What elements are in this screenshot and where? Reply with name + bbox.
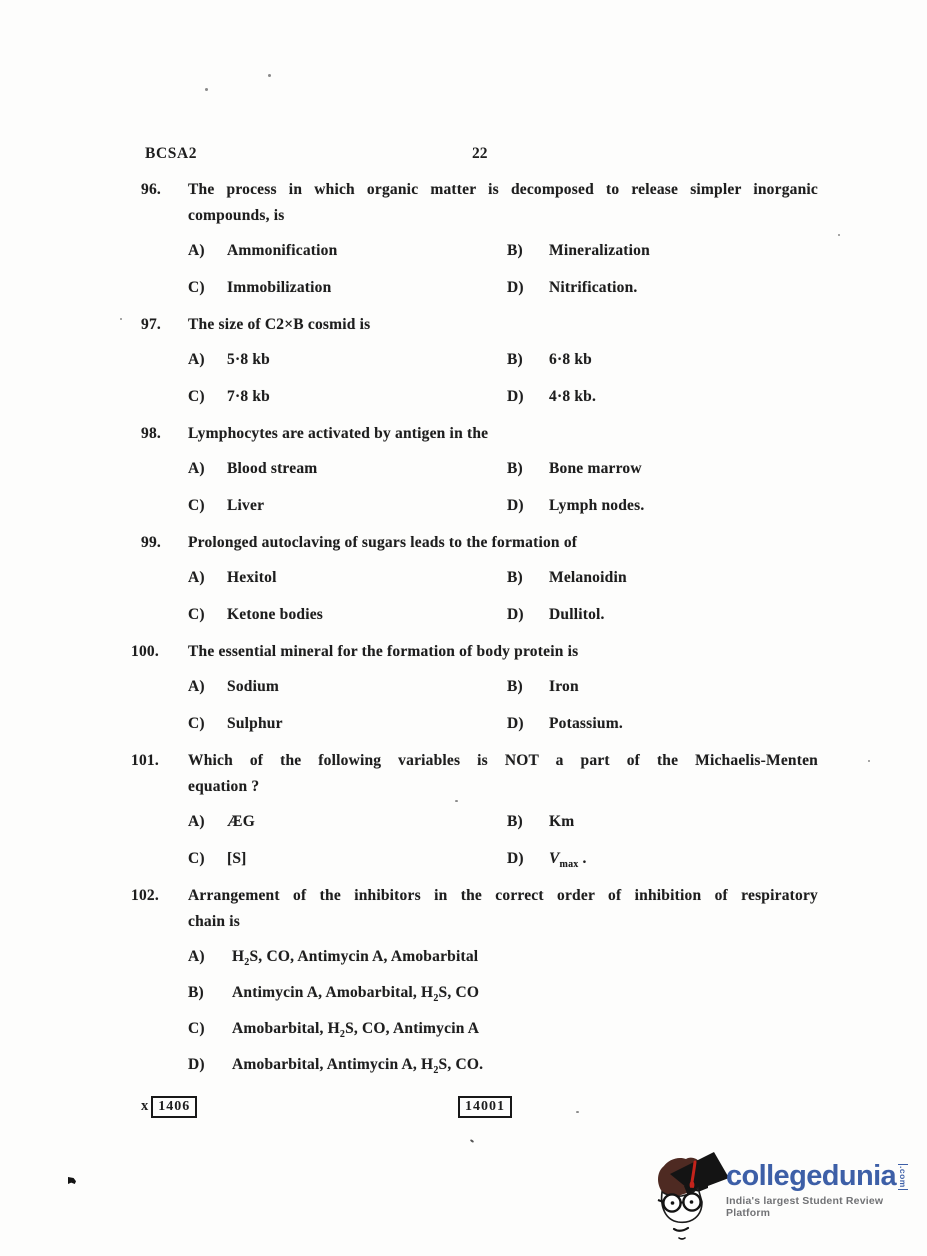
- question-text: [188, 530, 818, 556]
- option-label: C): [188, 850, 205, 867]
- question: [131, 177, 818, 312]
- footer-center-code-box: 14001: [458, 1096, 512, 1118]
- question-text: [188, 312, 818, 338]
- question-number: 102.: [131, 887, 159, 904]
- question: [131, 312, 818, 421]
- option-text: Dullitol.: [549, 606, 605, 623]
- option-label: C): [188, 497, 205, 514]
- page-header: [131, 141, 818, 167]
- option-text: $H_2S$, CO, Antimycin A, Amobarbital: [232, 948, 479, 969]
- question-text-line: The process in which organic matter is decomposed to release simpler inorganic: [188, 181, 818, 198]
- question: [131, 530, 818, 639]
- option-row: [188, 1052, 818, 1088]
- option-text: $V_{max}$ .: [549, 850, 587, 871]
- question-number: 99.: [141, 534, 161, 551]
- question-text: [188, 177, 818, 229]
- option-label: B): [507, 242, 523, 259]
- option-text: Ketone bodies: [227, 606, 324, 623]
- option-row: [188, 456, 818, 493]
- option-text: ÆG: [227, 813, 255, 830]
- question-number: 101.: [131, 752, 159, 769]
- page-footer: [131, 1096, 818, 1120]
- option-row: [188, 711, 818, 748]
- option-label: A): [188, 351, 205, 368]
- option-label: A): [188, 948, 205, 965]
- question-options: [188, 238, 818, 312]
- question-number: 98.: [141, 425, 161, 442]
- option-row: [188, 493, 818, 530]
- question-text: [188, 883, 818, 935]
- option-label: A): [188, 678, 205, 695]
- option-row: [188, 944, 818, 980]
- question-number: 100.: [131, 643, 159, 660]
- collegedunia-brand-suffix: .com: [898, 1166, 909, 1188]
- question-options: [188, 347, 818, 421]
- option-label: A): [188, 460, 205, 477]
- option-label: D): [507, 715, 524, 732]
- scan-speck: [455, 800, 458, 802]
- option-label: B): [507, 678, 523, 695]
- option-text: Sulphur: [227, 715, 283, 732]
- question-options: [188, 565, 818, 639]
- collegedunia-tagline: India's largest Student Review Platform: [726, 1195, 884, 1219]
- option-label: D): [507, 279, 524, 296]
- question-text-line: compounds, is: [188, 207, 285, 224]
- option-text: Hexitol: [227, 569, 277, 586]
- collegedunia-brand-text: collegedunia: [726, 1160, 897, 1192]
- question-options: [188, 809, 818, 883]
- option-label: D): [507, 606, 524, 623]
- option-row: [188, 347, 818, 384]
- option-label: B): [507, 460, 523, 477]
- question-text: [188, 639, 818, 665]
- option-label: D): [507, 850, 524, 867]
- option-label: C): [188, 388, 205, 405]
- option-text: Bone marrow: [549, 460, 642, 477]
- option-label: D): [507, 497, 524, 514]
- page-number: 22: [472, 145, 488, 162]
- option-text: 6·8 kb: [549, 351, 592, 368]
- option-label: A): [188, 569, 205, 586]
- scan-speck: [470, 1139, 474, 1143]
- scan-speck: [268, 74, 271, 77]
- question-options: [188, 674, 818, 748]
- option-label: D): [507, 388, 524, 405]
- option-text: Liver: [227, 497, 265, 514]
- question-text-line: The size of C2×B cosmid is: [188, 316, 371, 333]
- option-text: Ammonification: [227, 242, 338, 259]
- option-text: Amobarbital, $H_2S$, CO, Antimycin A: [232, 1020, 480, 1041]
- option-text: Iron: [549, 678, 579, 695]
- footer-x-mark: x: [141, 1098, 149, 1115]
- option-label: D): [188, 1056, 205, 1073]
- question: [131, 639, 818, 748]
- option-text: 7·8 kb: [227, 388, 270, 405]
- option-row: [188, 565, 818, 602]
- question-options: [188, 944, 818, 1088]
- option-row: [188, 846, 818, 883]
- option-text: 5·8 kb: [227, 351, 270, 368]
- option-label: C): [188, 279, 205, 296]
- question-list: [131, 177, 818, 1088]
- scan-speck: [868, 760, 870, 762]
- question: [131, 421, 818, 530]
- option-label: C): [188, 606, 205, 623]
- option-row: [188, 384, 818, 421]
- question-number: 97.: [141, 316, 161, 333]
- question-number: 96.: [141, 181, 161, 198]
- option-row: [188, 980, 818, 1016]
- ink-blot: [68, 1177, 76, 1184]
- question-text: [188, 421, 818, 447]
- option-text: Melanoidin: [549, 569, 627, 586]
- scan-speck: [838, 234, 840, 236]
- option-label: A): [188, 242, 205, 259]
- scan-speck: [120, 318, 122, 320]
- option-label: C): [188, 1020, 205, 1037]
- question-text-line: Arrangement of the inhibitors in the correct order of inhibition of respiratory: [188, 887, 818, 904]
- question-text-line: The essential mineral for the formation of body protein is: [188, 643, 579, 660]
- question: [131, 748, 818, 883]
- scan-speck: [205, 88, 208, 91]
- option-label: C): [188, 715, 205, 732]
- option-row: [188, 238, 818, 275]
- collegedunia-mascot-icon: [650, 1146, 730, 1242]
- option-label: B): [188, 984, 204, 1001]
- option-label: B): [507, 569, 523, 586]
- option-row: [188, 1016, 818, 1052]
- option-row: [188, 809, 818, 846]
- option-row: [188, 275, 818, 312]
- option-label: B): [507, 813, 523, 830]
- option-text: Lymph nodes.: [549, 497, 645, 514]
- question-text-line: equation ?: [188, 778, 260, 795]
- question-text-line: Lymphocytes are activated by antigen in the: [188, 425, 489, 442]
- question-options: [188, 456, 818, 530]
- question-text-line: Prolonged autoclaving of sugars leads to the formation of: [188, 534, 578, 551]
- option-text: Blood stream: [227, 460, 318, 477]
- option-text: 4·8 kb.: [549, 388, 597, 405]
- option-text: Antimycin A, Amobarbital, $H_2S$, CO: [232, 984, 480, 1005]
- scan-speck: [576, 1111, 579, 1113]
- option-text: Sodium: [227, 678, 280, 695]
- option-row: [188, 602, 818, 639]
- option-text: [S]: [227, 850, 247, 867]
- option-text: Immobilization: [227, 279, 332, 296]
- question-text-line: chain is: [188, 913, 240, 930]
- option-label: B): [507, 351, 523, 368]
- question: [131, 883, 818, 1088]
- option-text: Km: [549, 813, 575, 830]
- question-text: [188, 748, 818, 800]
- option-text: Mineralization: [549, 242, 650, 259]
- question-text-line: Which of the following variables is NOT a part of the Michaelis-Menten: [188, 752, 818, 769]
- option-text: Potassium.: [549, 715, 623, 732]
- footer-left-code-box: 1406: [151, 1096, 197, 1118]
- option-text: Amobarbital, Antimycin A, $H_2S$, CO.: [232, 1056, 484, 1077]
- collegedunia-logo: [650, 1146, 912, 1246]
- option-row: [188, 674, 818, 711]
- paper-code: BCSA2: [145, 145, 198, 162]
- option-label: A): [188, 813, 205, 830]
- option-text: Nitrification.: [549, 279, 638, 296]
